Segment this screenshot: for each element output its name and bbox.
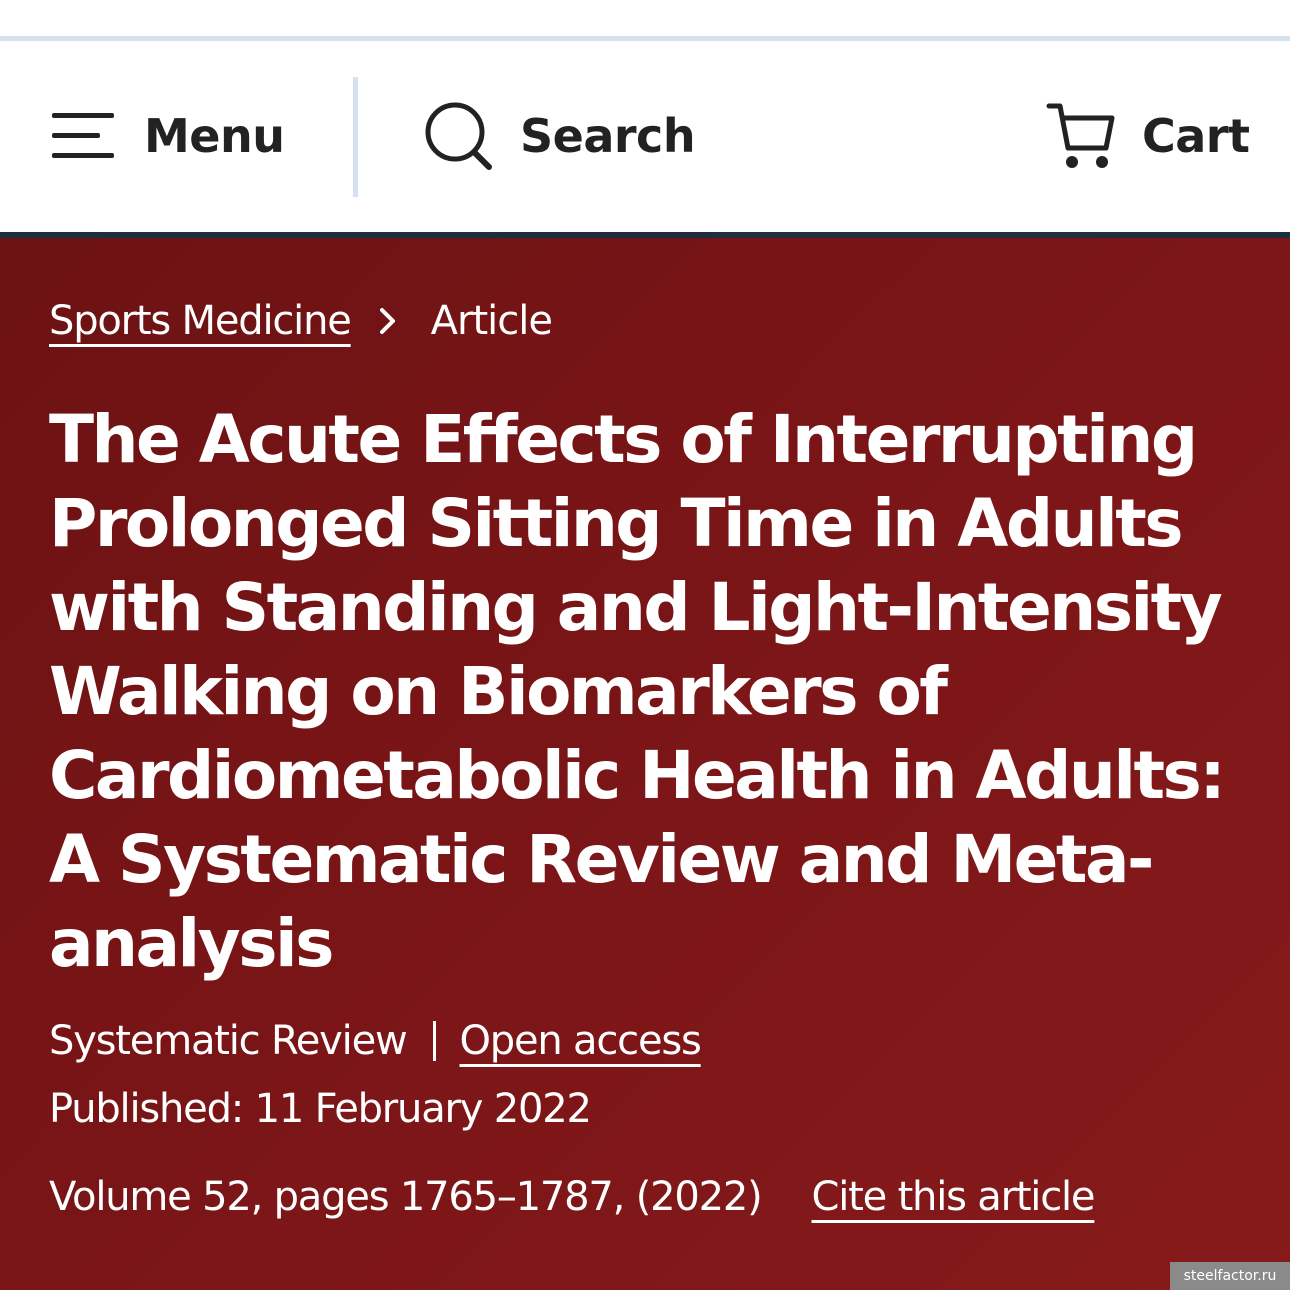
article-type-line [49,1018,701,1064]
search-icon [424,101,492,171]
article-type: Systematic Review [49,1018,407,1064]
volume-info: Volume 52, pages 1765–1787, (2022) [49,1174,762,1220]
search-button[interactable] [424,99,695,173]
volume-line [49,1174,1094,1220]
cart-button[interactable] [1046,99,1249,173]
article-title: The Acute Effects of Interrupting Prolonged Sitting Time in Adults with Standing and Light-Intensity Walking on Biomarkers of Cardiometabolic Health in Adults: A Systematic Review and Meta-analysis [49,401,1224,982]
watermark: steelfactor.ru [1170,1262,1290,1290]
chevron-right-icon [375,303,401,339]
header-divider [353,77,358,197]
breadcrumb-current: Article [430,298,552,344]
hamburger-icon [52,109,114,163]
cart-icon [1046,100,1116,172]
breadcrumb-journal-link[interactable]: Sports Medicine [49,298,351,344]
search-label: Search [520,109,696,163]
top-strip [0,0,1290,36]
cite-article-link[interactable]: Cite this article [811,1174,1095,1220]
menu-button[interactable] [52,101,284,171]
breadcrumb [49,298,552,344]
meta-separator [433,1021,436,1061]
site-header [0,41,1290,232]
article-hero [0,238,1290,1290]
cart-label: Cart [1142,109,1250,163]
published-date: Published: 11 February 2022 [49,1086,591,1132]
menu-label: Menu [144,109,285,163]
open-access-link[interactable]: Open access [459,1018,701,1064]
